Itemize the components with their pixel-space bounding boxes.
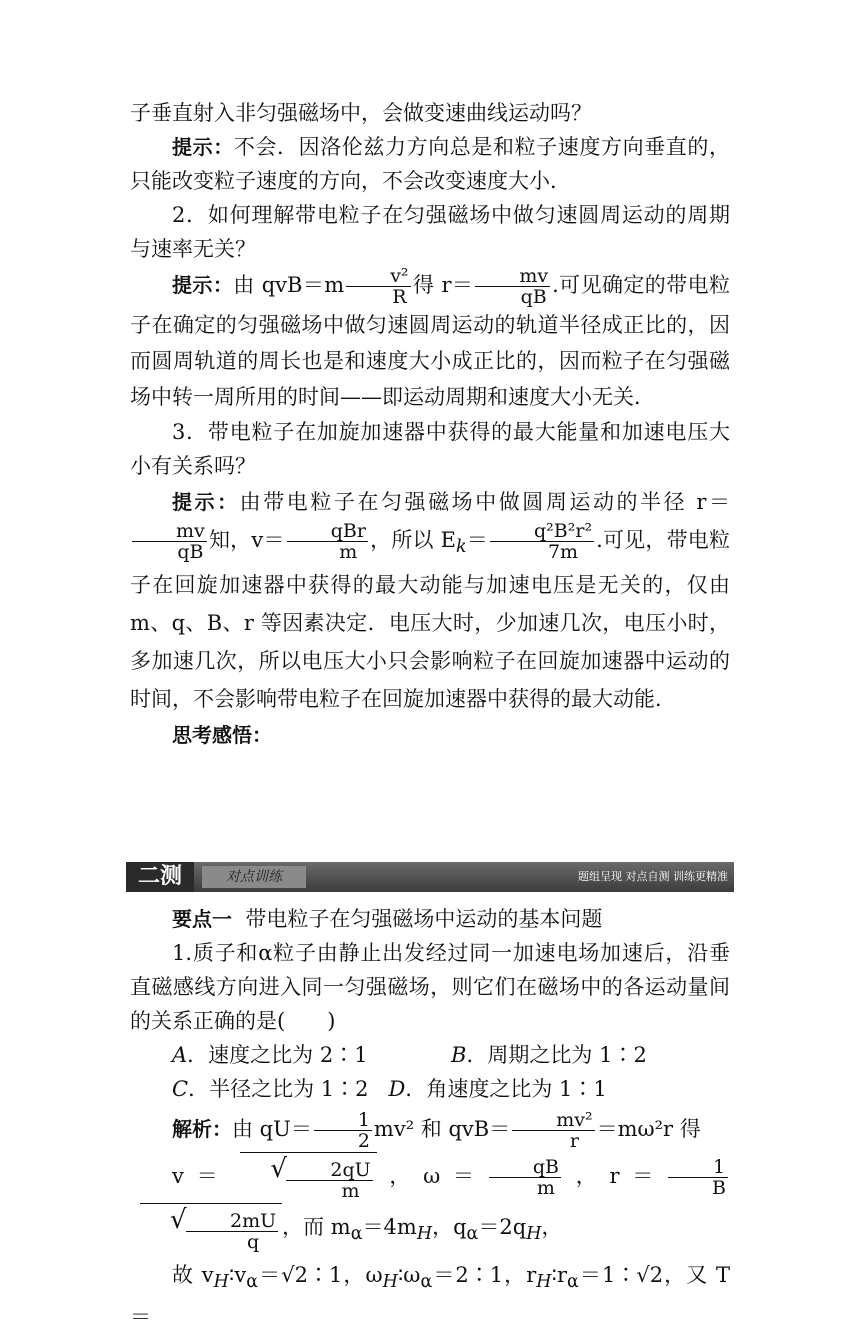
fraction-denominator: qB xyxy=(177,541,204,563)
fraction-denominator: m xyxy=(339,541,358,563)
option-letter: B xyxy=(451,1043,467,1068)
formula-text: 故 v xyxy=(172,1263,214,1288)
hint-text: 由带电粒子在匀强磁场中做圆周运动的半径 r＝ xyxy=(239,490,731,514)
hint-paragraph-1 xyxy=(130,130,730,198)
fraction-denominator: r xyxy=(569,1130,579,1153)
option-text: ．周期之比为 1∶2 xyxy=(466,1043,647,1068)
formula-text: v＝ xyxy=(172,1164,231,1189)
solution-line-2 xyxy=(130,1152,730,1258)
fraction-numerator: 1 xyxy=(668,1157,728,1178)
solution-line-3: 故 $v_H∶v_\alpha=√2∶1$，$\omega_H∶\omega_\alpha=2∶1$，$r_H∶r_\alpha=1∶√2$，又 T＝ xyxy=(130,1263,730,1329)
formula-text: ，而 m xyxy=(282,1215,351,1240)
formula-text: mv² 和 qvB＝ xyxy=(373,1117,511,1142)
option-a xyxy=(172,1038,451,1072)
key-point-title: 带电粒子在匀强磁场中运动的基本问题 xyxy=(245,907,603,932)
formula-text: ∶ω xyxy=(397,1263,421,1288)
formula-text: ∶r xyxy=(551,1263,568,1288)
formula-text: ＝mω²r 得 xyxy=(596,1117,701,1142)
fraction-numerator: mv xyxy=(132,521,207,542)
text-line: 子垂直射入非匀强磁场中，会做变速曲线运动吗？ xyxy=(130,101,592,125)
option-letter: D xyxy=(388,1077,406,1102)
option-text: ．角速度之比为 1∶1 xyxy=(405,1077,607,1102)
fraction-denominator: q xyxy=(246,1231,260,1254)
fraction xyxy=(346,266,410,307)
blank-space xyxy=(130,752,730,862)
fraction xyxy=(668,1157,728,1198)
fraction-numerator: √ 2mU xyxy=(186,1211,278,1232)
square-root xyxy=(140,1203,282,1254)
think-heading: 思考感悟： xyxy=(172,723,272,748)
formula-text: ，q xyxy=(432,1215,467,1240)
option-text: ．半径之比为 1∶2 xyxy=(188,1077,369,1102)
formula-text: ＝2∶1，r xyxy=(432,1263,537,1288)
formula-text: 由 qvB＝m xyxy=(233,273,345,297)
fraction-denominator: m xyxy=(536,1177,555,1200)
question-3: 3．带电粒子在加旋加速器中获得的最大能量和加速电压大小有关系吗？ xyxy=(130,420,730,478)
formula-text: ∶v xyxy=(228,1263,247,1288)
subscript: α xyxy=(246,1272,259,1293)
fraction-numerator: qBr xyxy=(287,521,368,542)
fraction xyxy=(186,1211,278,1252)
formula-text: 2∶1，ω xyxy=(294,1263,383,1288)
fraction-numerator: q²B²r² xyxy=(490,521,594,542)
hint-label: 提示： xyxy=(172,490,240,514)
banner-tagline: 题组呈现 对点自测 训练更精准 xyxy=(578,870,728,884)
fraction-numerator: √ 2qU xyxy=(286,1160,372,1181)
fraction-denominator: 7m xyxy=(547,541,579,563)
formula-text: 知，v＝ xyxy=(208,528,285,552)
fraction xyxy=(489,1157,561,1198)
fraction xyxy=(314,1110,372,1151)
formula-text: ，r＝ xyxy=(562,1164,667,1189)
formula-text: ， xyxy=(541,1215,563,1240)
subscript: H xyxy=(213,1272,229,1293)
question-2: 2．如何理解带电粒子在匀强磁场中做匀速圆周运动的周期与速率无关？ xyxy=(130,203,730,261)
formula-text: ，ω＝ xyxy=(376,1164,487,1189)
solution-line-1 xyxy=(130,1106,730,1152)
fraction xyxy=(490,521,594,562)
formula-text: ＝4m xyxy=(362,1215,417,1240)
key-point-label: 要点一 xyxy=(172,907,232,932)
hint-text: .可见，带电粒子在回旋加速器中获得的最大动能与加速电压是无关的，仅由 m、q、B、r 等因素决定．电压大时，少加速几次，电压小时，多加速几次，所以电压大小只会影响粒子在回旋加速器中运动的时间，不会影响带电粒子在回旋加速器中获得的最大动能． xyxy=(130,528,730,712)
option-text: ．速度之比为 2∶1 xyxy=(187,1043,368,1068)
options-row-2 xyxy=(130,1072,730,1106)
subscript: H xyxy=(382,1272,398,1293)
fraction xyxy=(475,266,550,307)
subscript: α xyxy=(420,1272,433,1293)
fraction-denominator: 2 xyxy=(357,1130,370,1153)
section-title xyxy=(130,902,730,936)
subscript: α xyxy=(350,1224,363,1245)
fraction-denominator: qB xyxy=(520,286,547,308)
subscript: α xyxy=(466,1224,479,1245)
hint-label: 提示： xyxy=(172,135,234,159)
fraction-denominator: B xyxy=(712,1177,726,1200)
subscript: H xyxy=(416,1224,433,1245)
exercise-1: 1.质子和α粒子由静止出发经过同一加速电场加速后，沿垂直磁感线方向进入同一匀强磁场，则它们在磁场中的各运动量间的关系正确的是( ) xyxy=(130,941,730,1034)
solution-label: 解析： xyxy=(172,1117,232,1142)
hint-label: 提示： xyxy=(172,273,234,297)
fraction-numerator: 1 xyxy=(314,1110,372,1131)
hint-text: 不会．因洛伦兹力方向总是和粒子速度方向垂直的，只能改变粒子速度的方向，不会改变速度大小． xyxy=(130,135,731,193)
hint-paragraph-3 xyxy=(130,483,730,718)
options-row-1 xyxy=(130,1038,730,1072)
formula-text: 2，又 T＝ xyxy=(130,1263,730,1329)
fraction xyxy=(512,1110,594,1151)
formula-text: ＝ xyxy=(258,1263,282,1288)
subscript: H xyxy=(536,1272,552,1293)
fraction-denominator: R xyxy=(392,286,407,308)
subscript: H xyxy=(526,1224,542,1245)
square-root xyxy=(240,1152,376,1203)
subscript: α xyxy=(567,1272,579,1293)
fraction-numerator: qB xyxy=(489,1157,561,1178)
option-b xyxy=(451,1038,730,1072)
fraction xyxy=(287,521,368,562)
fraction xyxy=(286,1160,372,1201)
formula-text: ＝1∶ xyxy=(578,1263,637,1288)
option-letter: C xyxy=(172,1077,189,1102)
fraction-numerator: mv² xyxy=(512,1110,594,1131)
think-label xyxy=(130,718,730,752)
option-letter: A xyxy=(172,1043,188,1068)
formula-text: ，所以 E xyxy=(369,528,456,552)
formula-text: ＝2q xyxy=(478,1215,527,1240)
hint-paragraph-2 xyxy=(130,266,730,415)
banner-subtitle: 对点训练 xyxy=(202,866,306,888)
fraction xyxy=(132,521,207,562)
subscript: k xyxy=(455,537,467,558)
document-page xyxy=(130,96,730,1334)
hint-text: .可见确定的带电粒子在确定的匀强磁场中做匀速圆周运动的轨道半径成正比的，因而圆周轨道的周长也是和速度大小成正比的，因而粒子在匀强磁场中转一周所用的时间——即运动周期和速度大小无关． xyxy=(130,273,731,409)
fraction-numerator: mv xyxy=(475,266,550,287)
formula-text: ＝ xyxy=(466,528,488,552)
banner-title: 二测 xyxy=(126,862,194,892)
formula-text: 得 r＝ xyxy=(412,273,474,297)
formula-text: 由 qU＝ xyxy=(232,1117,312,1142)
fraction-denominator: m xyxy=(341,1180,360,1203)
section-banner xyxy=(126,862,734,892)
fraction-numerator: v² xyxy=(346,266,410,287)
